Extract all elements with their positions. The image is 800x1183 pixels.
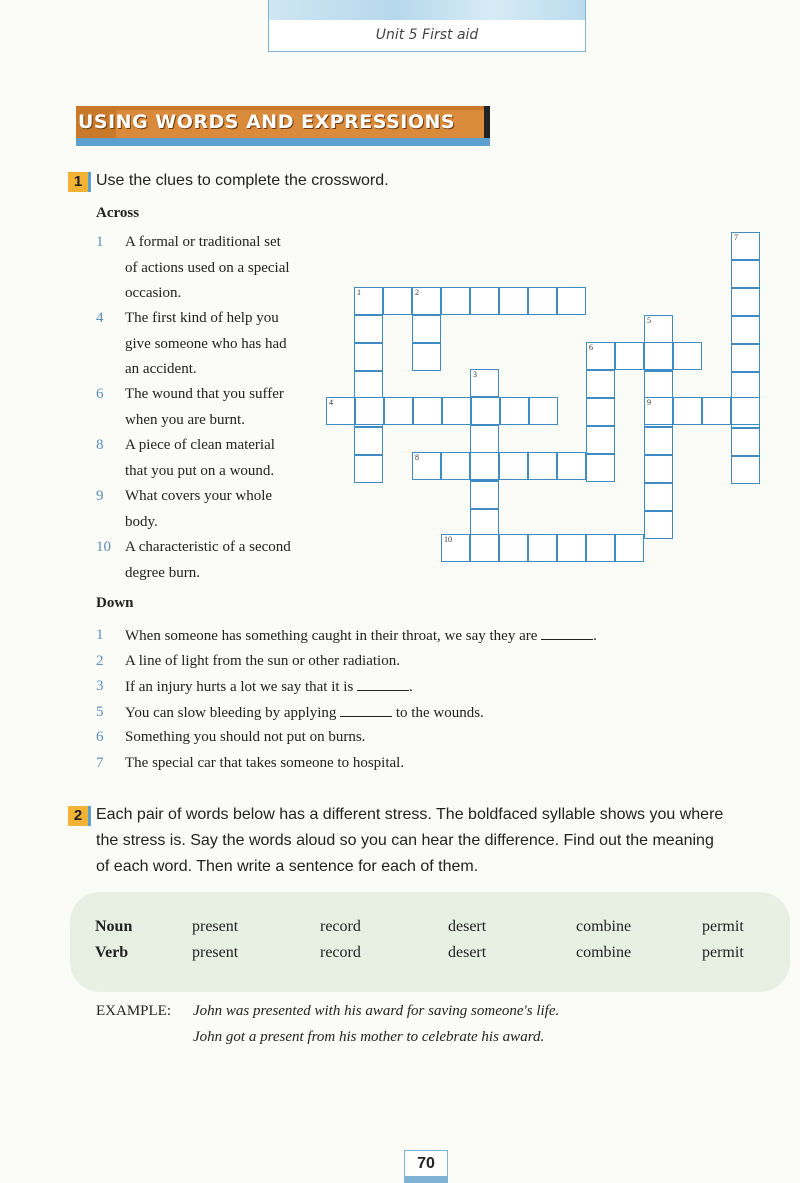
clue-number: 5 [96, 704, 104, 720]
section-title: USING WORDS AND EXPRESSIONS [78, 111, 456, 133]
crossword-cell[interactable] [586, 398, 615, 426]
clue-text-line: A piece of clean material [125, 437, 275, 453]
clue-text-line: body. [125, 513, 158, 530]
clue-number: 7 [96, 755, 104, 771]
noun-label: Noun [95, 918, 133, 935]
clue-number: 4 [96, 310, 104, 326]
crossword-cell[interactable] [557, 452, 586, 480]
crossword-cell[interactable] [354, 315, 383, 343]
crossword-cell[interactable] [413, 397, 442, 425]
exercise-1-number: 1 [68, 172, 91, 192]
crossword-cell[interactable] [441, 534, 470, 562]
clue-number: 3 [96, 678, 104, 694]
crossword-cell[interactable] [499, 452, 528, 480]
answer-blank[interactable] [541, 627, 593, 640]
crossword-cell[interactable] [586, 426, 615, 454]
crossword-cell[interactable] [354, 287, 383, 315]
clue-text: Something you should not put on burns. [125, 729, 366, 745]
clue-number: 6 [96, 386, 104, 402]
clue-number: 8 [96, 437, 104, 453]
example-sentence-1: John was presented with his award for saving someone's life. [193, 1003, 560, 1019]
crossword-cell[interactable] [731, 316, 760, 344]
clue-number: 9 [96, 488, 104, 504]
clue-number: 1 [96, 234, 104, 250]
crossword-cell[interactable] [441, 452, 470, 480]
clue-text-after: . [409, 679, 413, 695]
cell-number: 8 [415, 453, 419, 462]
cell-number: 5 [647, 316, 651, 325]
crossword-cell[interactable] [412, 287, 441, 315]
crossword-cell[interactable] [528, 287, 557, 315]
crossword-cell[interactable] [441, 287, 470, 315]
crossword-cell[interactable] [673, 397, 702, 425]
cell-number: 9 [647, 398, 651, 407]
clue-text: When someone has something caught in their throat, we say they are [125, 628, 542, 644]
noun-word: record [320, 918, 361, 935]
clue-text-line: What covers your whole [125, 488, 273, 504]
unit-header [268, 0, 586, 52]
crossword-cell[interactable] [326, 397, 355, 425]
crossword-cell[interactable] [644, 397, 673, 425]
crossword-cell[interactable] [470, 452, 499, 480]
crossword-cell[interactable] [354, 343, 383, 371]
noun-word: present [192, 918, 239, 935]
clue-text-line: The wound that you suffer [125, 386, 284, 402]
crossword-cell[interactable] [500, 397, 529, 425]
crossword-cell[interactable] [644, 371, 673, 399]
clue-text-line: give someone who has had [125, 335, 287, 352]
crossword-cell[interactable] [412, 452, 441, 480]
crossword-cell[interactable] [731, 372, 760, 400]
crossword-cell[interactable] [354, 427, 383, 455]
crossword-cell[interactable] [731, 260, 760, 288]
crossword-cell[interactable] [442, 397, 471, 425]
clue-number: 6 [96, 729, 104, 745]
crossword-cell[interactable] [355, 397, 384, 425]
crossword-cell[interactable] [731, 232, 760, 260]
clue-number: 2 [96, 653, 104, 669]
cell-number: 7 [734, 233, 738, 242]
crossword-cell[interactable] [470, 534, 499, 562]
verb-word: desert [448, 944, 487, 961]
across-heading: Across [96, 205, 140, 221]
clue-text-line: an accident. [125, 361, 197, 377]
exercise-2-instruction-line-1: Each pair of words below has a different stress. The boldfaced syllable shows you where [96, 806, 724, 823]
header-band [269, 0, 585, 20]
crossword-cell[interactable] [499, 534, 528, 562]
verb-label: Verb [95, 944, 129, 961]
crossword-cell[interactable] [615, 342, 644, 370]
crossword-cell[interactable] [499, 287, 528, 315]
clue-text-line: occasion. [125, 285, 182, 301]
down-heading: Down [96, 595, 134, 611]
cell-number: 1 [357, 288, 361, 297]
crossword-cell[interactable] [644, 455, 673, 483]
crossword-cell[interactable] [528, 534, 557, 562]
crossword-cell[interactable] [412, 343, 441, 371]
crossword-cell[interactable] [731, 344, 760, 372]
verb-word: record [320, 944, 361, 961]
clue-text-after: to the wounds. [392, 705, 484, 721]
crossword-cell[interactable] [644, 427, 673, 455]
crossword-cell[interactable] [470, 509, 499, 537]
exercise-2-instruction-line-3: of each word. Then write a sentence for each of them. [96, 858, 479, 875]
crossword-cell[interactable] [731, 456, 760, 484]
crossword-cell[interactable] [470, 369, 499, 397]
clue-text: The special car that takes someone to hospital. [125, 755, 405, 771]
clue-text: If an injury hurts a lot we say that it is [125, 679, 358, 695]
noun-word: permit [702, 918, 744, 935]
clue-text-line: degree burn. [125, 564, 200, 581]
crossword-cell[interactable] [470, 287, 499, 315]
crossword-cell[interactable] [615, 534, 644, 562]
page-number: 70 [404, 1150, 448, 1183]
crossword-cell[interactable] [354, 455, 383, 483]
crossword-cell[interactable] [586, 454, 615, 482]
crossword-cell[interactable] [731, 428, 760, 456]
exercise-1-instruction: Use the clues to complete the crossword. [96, 172, 389, 189]
crossword-cell[interactable] [644, 483, 673, 511]
word-pairs-box [70, 892, 790, 992]
crossword-cell[interactable] [470, 425, 499, 453]
crossword-cell[interactable] [586, 370, 615, 398]
crossword-cell[interactable] [557, 534, 586, 562]
crossword-cell[interactable] [470, 481, 499, 509]
crossword-cell[interactable] [644, 511, 673, 539]
clue-text-line: The first kind of help you [125, 310, 279, 326]
example-label: EXAMPLE: [96, 1003, 171, 1019]
clue-text-line: when you are burnt. [125, 411, 245, 428]
crossword-cell[interactable] [644, 315, 673, 343]
unit-title: Unit 5 First aid [375, 27, 479, 43]
cell-number: 3 [473, 370, 477, 379]
answer-blank[interactable] [340, 704, 392, 717]
section-underline [76, 138, 490, 146]
exercise-2-number: 2 [68, 806, 91, 826]
exercise-2-instruction-line-2: the stress is. Say the words aloud so you can hear the difference. Find out the meaning [96, 832, 714, 849]
clue-text-after: . [593, 628, 597, 644]
cell-number: 10 [444, 535, 452, 544]
cell-number: 6 [589, 343, 593, 352]
crossword-cell[interactable] [471, 397, 500, 425]
crossword-cell[interactable] [557, 287, 586, 315]
verb-word: combine [576, 944, 632, 961]
clue-text-line: of actions used on a special [125, 259, 290, 276]
verb-word: permit [702, 944, 744, 961]
clue-text-line: A characteristic of a second [125, 539, 291, 555]
cell-number: 4 [329, 398, 333, 407]
clue-text: A line of light from the sun or other radiation. [125, 653, 400, 669]
crossword-cell[interactable] [586, 534, 615, 562]
crossword-cell[interactable] [529, 397, 558, 425]
verb-word: present [192, 944, 239, 961]
crossword-cell[interactable] [586, 342, 615, 370]
cell-number: 2 [415, 288, 419, 297]
crossword-cell[interactable] [731, 397, 760, 425]
crossword-cell[interactable] [731, 288, 760, 316]
clue-text-line: that you put on a wound. [125, 462, 275, 479]
crossword-cell[interactable] [528, 452, 557, 480]
clue-number: 10 [96, 539, 111, 555]
example-sentence-2: John got a present from his mother to celebrate his award. [193, 1029, 545, 1045]
noun-word: combine [576, 918, 632, 935]
crossword-cell[interactable] [384, 397, 413, 425]
crossword-cell[interactable] [673, 342, 702, 370]
clue-text: You can slow bleeding by applying [125, 705, 341, 721]
page-number-bar [404, 1176, 448, 1183]
crossword-cell[interactable] [383, 287, 412, 315]
crossword-cell[interactable] [702, 397, 731, 425]
clue-text-line: A formal or traditional set [125, 234, 281, 250]
answer-blank[interactable] [357, 678, 409, 691]
noun-word: desert [448, 918, 487, 935]
crossword-cell[interactable] [412, 315, 441, 343]
crossword-cell[interactable] [644, 342, 673, 370]
clue-number: 1 [96, 627, 104, 643]
crossword-cell[interactable] [354, 371, 383, 399]
